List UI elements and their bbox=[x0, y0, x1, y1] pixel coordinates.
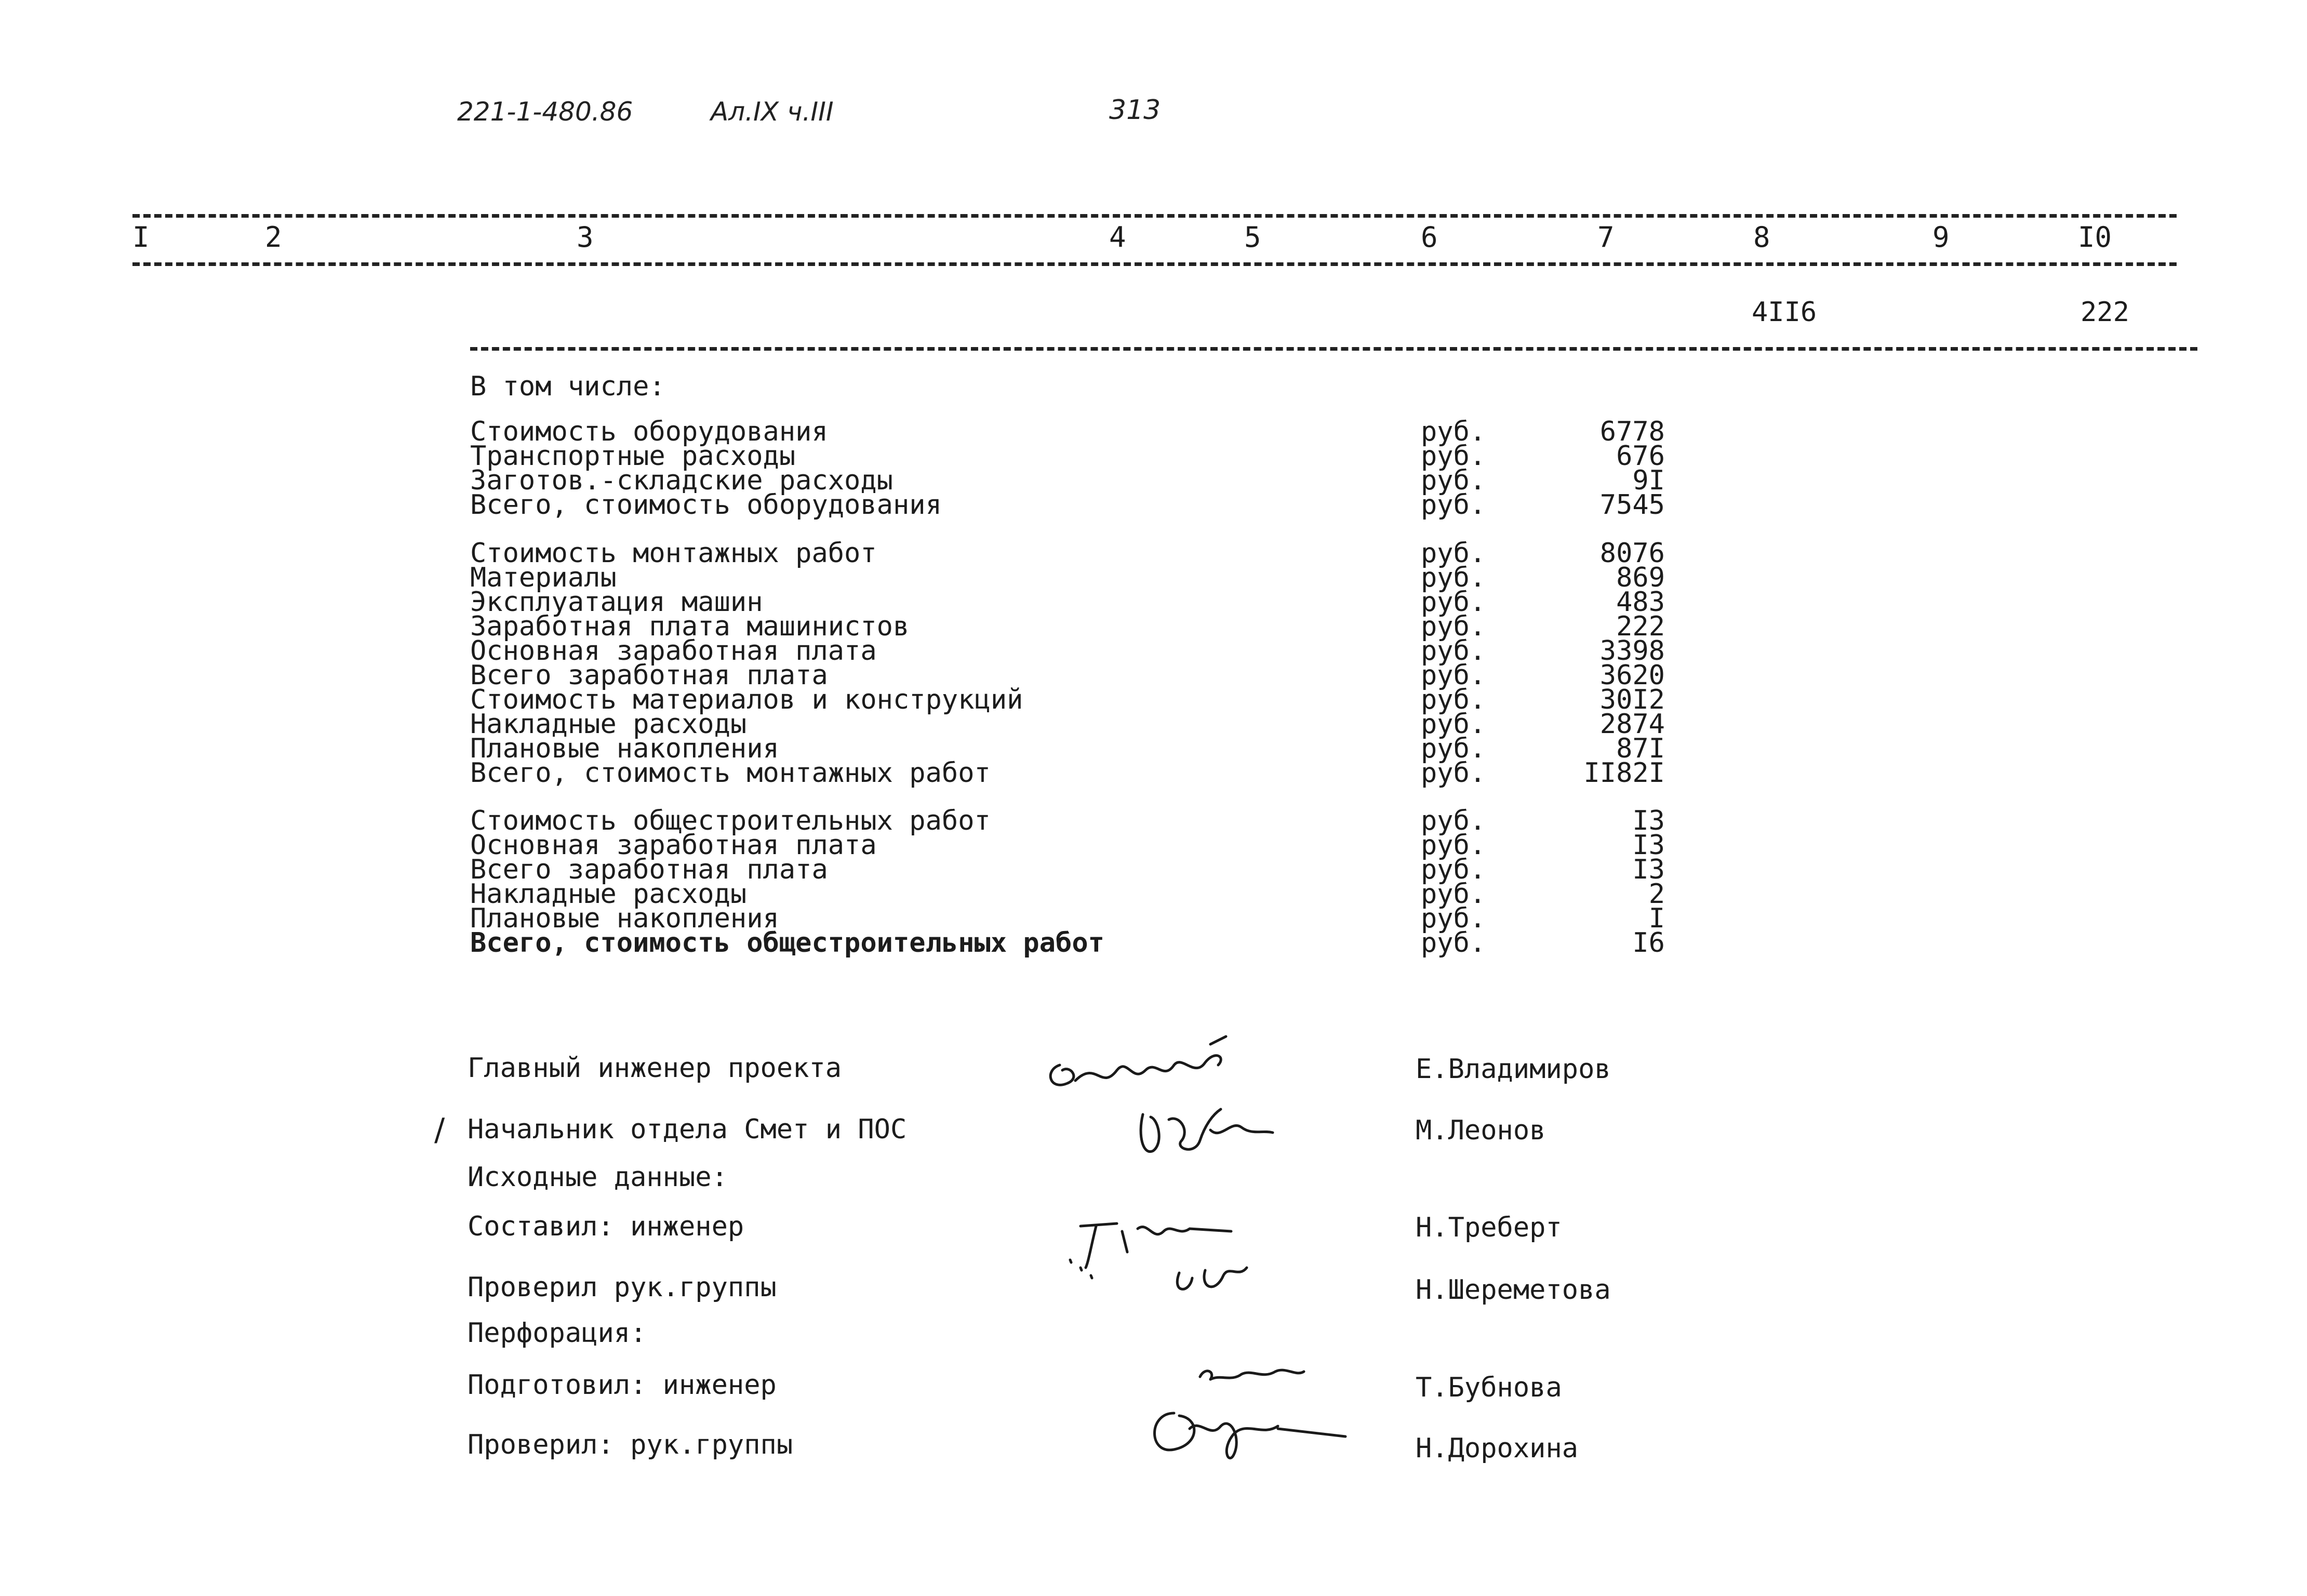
column-header-3: 3 bbox=[577, 221, 594, 254]
row-label: Стоимость общестроительных работ bbox=[470, 805, 991, 836]
signature-name: Н.Дорохина bbox=[1416, 1433, 1579, 1464]
row-value: I3 bbox=[1632, 854, 1665, 885]
row-unit: руб. bbox=[1421, 489, 1486, 521]
row-value: 9I bbox=[1632, 465, 1665, 496]
row-label: Стоимость оборудования bbox=[470, 416, 828, 447]
signature-role: Главный инженер проекта bbox=[468, 1053, 842, 1084]
table-row bbox=[0, 757, 2307, 789]
row-label: Плановые накопления bbox=[470, 903, 779, 934]
table-row bbox=[0, 879, 2307, 910]
signature-role: Проверил: рук.группы bbox=[468, 1429, 793, 1460]
row-value: 7545 bbox=[1599, 489, 1665, 521]
row-value: 87I bbox=[1616, 733, 1665, 764]
row-unit: руб. bbox=[1421, 660, 1486, 691]
table-row bbox=[0, 805, 2307, 836]
row-label: Накладные расходы bbox=[470, 879, 747, 910]
row-unit: руб. bbox=[1421, 903, 1486, 934]
column-header-9: 9 bbox=[1932, 221, 1950, 254]
row-label: Стоимость монтажных работ bbox=[470, 538, 877, 569]
column-header-6: 6 bbox=[1421, 221, 1438, 254]
row-value: 676 bbox=[1616, 441, 1665, 472]
row-unit: руб. bbox=[1421, 416, 1486, 447]
row-label: Заработная плата машинистов bbox=[470, 611, 910, 642]
row-value: 3620 bbox=[1599, 660, 1665, 691]
column-header-8: 8 bbox=[1753, 221, 1770, 254]
row-label: Стоимость материалов и конструкций bbox=[470, 684, 1023, 715]
row-label: Всего заработная плата bbox=[470, 854, 828, 885]
header-rule-bottom bbox=[132, 262, 2177, 266]
row-label: Заготов.-складские расходы bbox=[470, 465, 893, 496]
table-row bbox=[0, 660, 2307, 691]
column-header-5: 5 bbox=[1244, 221, 1261, 254]
row-label: Всего, стоимость монтажных работ bbox=[470, 757, 991, 789]
row-value: 6778 bbox=[1599, 416, 1665, 447]
row-unit: руб. bbox=[1421, 465, 1486, 496]
row-label: Всего, стоимость оборудования bbox=[470, 489, 942, 521]
row-value: 3398 bbox=[1599, 635, 1665, 667]
table-row bbox=[0, 489, 2307, 521]
column-header-10: I0 bbox=[2078, 221, 2112, 254]
row-unit: руб. bbox=[1421, 805, 1486, 836]
page-number: 313 bbox=[1109, 95, 1161, 126]
row-value: 483 bbox=[1616, 587, 1665, 618]
table-row bbox=[0, 684, 2307, 715]
row-value: 8076 bbox=[1599, 538, 1665, 569]
signature-name: Т.Бубнова bbox=[1416, 1372, 1562, 1403]
column-header-1: I bbox=[132, 221, 150, 254]
check-mark-icon: / bbox=[434, 1112, 445, 1148]
row-value: 2 bbox=[1648, 879, 1665, 910]
row-unit: руб. bbox=[1421, 830, 1486, 861]
row-label: Плановые накопления bbox=[470, 733, 779, 764]
row-value: 30I2 bbox=[1599, 684, 1665, 715]
row-label: Основная заработная плата bbox=[470, 830, 877, 861]
album-reference: Ал.IX ч.III bbox=[711, 97, 834, 127]
column-header-2: 2 bbox=[265, 221, 282, 254]
row-unit: руб. bbox=[1421, 927, 1486, 959]
table-row bbox=[0, 465, 2307, 496]
row-unit: руб. bbox=[1421, 709, 1486, 740]
signature-scribble-chief-engineer bbox=[1039, 1034, 1257, 1107]
table-row bbox=[0, 903, 2307, 934]
row-value: II82I bbox=[1583, 757, 1665, 789]
row-value: 222 bbox=[1616, 611, 1665, 642]
table-row bbox=[0, 830, 2307, 861]
row-label: Всего заработная плата bbox=[470, 660, 828, 691]
row-unit: руб. bbox=[1421, 879, 1486, 910]
row-unit: руб. bbox=[1421, 562, 1486, 593]
table-row bbox=[0, 709, 2307, 740]
row-label: Транспортные расходы bbox=[470, 441, 796, 472]
row-unit: руб. bbox=[1421, 854, 1486, 885]
signature-role: Подготовил: инженер bbox=[468, 1369, 777, 1401]
signature-name: Е.Владимиров bbox=[1416, 1054, 1611, 1085]
row-value: I6 bbox=[1632, 927, 1665, 959]
table-row bbox=[0, 854, 2307, 885]
row-label: Всего, стоимость общестроительных работ bbox=[470, 927, 1104, 959]
table-row bbox=[0, 635, 2307, 667]
total-col8-value: 4II6 bbox=[1752, 297, 1817, 328]
signature-role: Исходные данные: bbox=[468, 1162, 728, 1193]
section-intro: В том числе: bbox=[470, 371, 665, 402]
row-unit: руб. bbox=[1421, 733, 1486, 764]
signature-name: М.Леонов bbox=[1416, 1115, 1546, 1146]
signature-scribble-compiler bbox=[1060, 1211, 1257, 1309]
signature-name: Н.Треберт bbox=[1416, 1212, 1562, 1243]
row-label: Основная заработная плата bbox=[470, 635, 877, 667]
header-rule-top bbox=[132, 214, 2177, 218]
row-unit: руб. bbox=[1421, 441, 1486, 472]
row-label: Эксплуатация машин bbox=[470, 587, 763, 618]
row-unit: руб. bbox=[1421, 587, 1486, 618]
row-value: I3 bbox=[1632, 830, 1665, 861]
row-unit: руб. bbox=[1421, 635, 1486, 667]
signature-role: Проверил рук.группы bbox=[468, 1272, 777, 1303]
signature-scribble-group-lead bbox=[1143, 1398, 1351, 1470]
table-row bbox=[0, 538, 2307, 569]
signature-role: Составил: инженер bbox=[468, 1211, 744, 1242]
total-col10-value: 222 bbox=[2081, 297, 2129, 328]
row-unit: руб. bbox=[1421, 757, 1486, 789]
document-code: 221-1-480.86 bbox=[457, 97, 633, 127]
table-row bbox=[0, 927, 2307, 959]
row-unit: руб. bbox=[1421, 611, 1486, 642]
table-row bbox=[0, 416, 2307, 447]
row-label: Накладные расходы bbox=[470, 709, 747, 740]
table-row bbox=[0, 611, 2307, 642]
column-header-4: 4 bbox=[1109, 221, 1126, 254]
row-value: 869 bbox=[1616, 562, 1665, 593]
signature-role: Перфорация: bbox=[468, 1318, 647, 1349]
signature-role: Начальник отдела Смет и ПОС bbox=[468, 1114, 907, 1145]
table-row bbox=[0, 562, 2307, 593]
signature-scribble-preparer bbox=[1190, 1356, 1314, 1392]
table-row bbox=[0, 587, 2307, 618]
signature-scribble-department-head bbox=[1132, 1099, 1288, 1177]
row-unit: руб. bbox=[1421, 684, 1486, 715]
signature-name: Н.Шереметова bbox=[1416, 1274, 1611, 1306]
column-header-7: 7 bbox=[1597, 221, 1615, 254]
row-value: 2874 bbox=[1599, 709, 1665, 740]
row-value: I bbox=[1648, 903, 1665, 934]
table-row bbox=[0, 441, 2307, 472]
row-value: I3 bbox=[1632, 805, 1665, 836]
table-row bbox=[0, 733, 2307, 764]
totals-rule bbox=[470, 347, 2197, 351]
row-unit: руб. bbox=[1421, 538, 1486, 569]
row-label: Материалы bbox=[470, 562, 617, 593]
